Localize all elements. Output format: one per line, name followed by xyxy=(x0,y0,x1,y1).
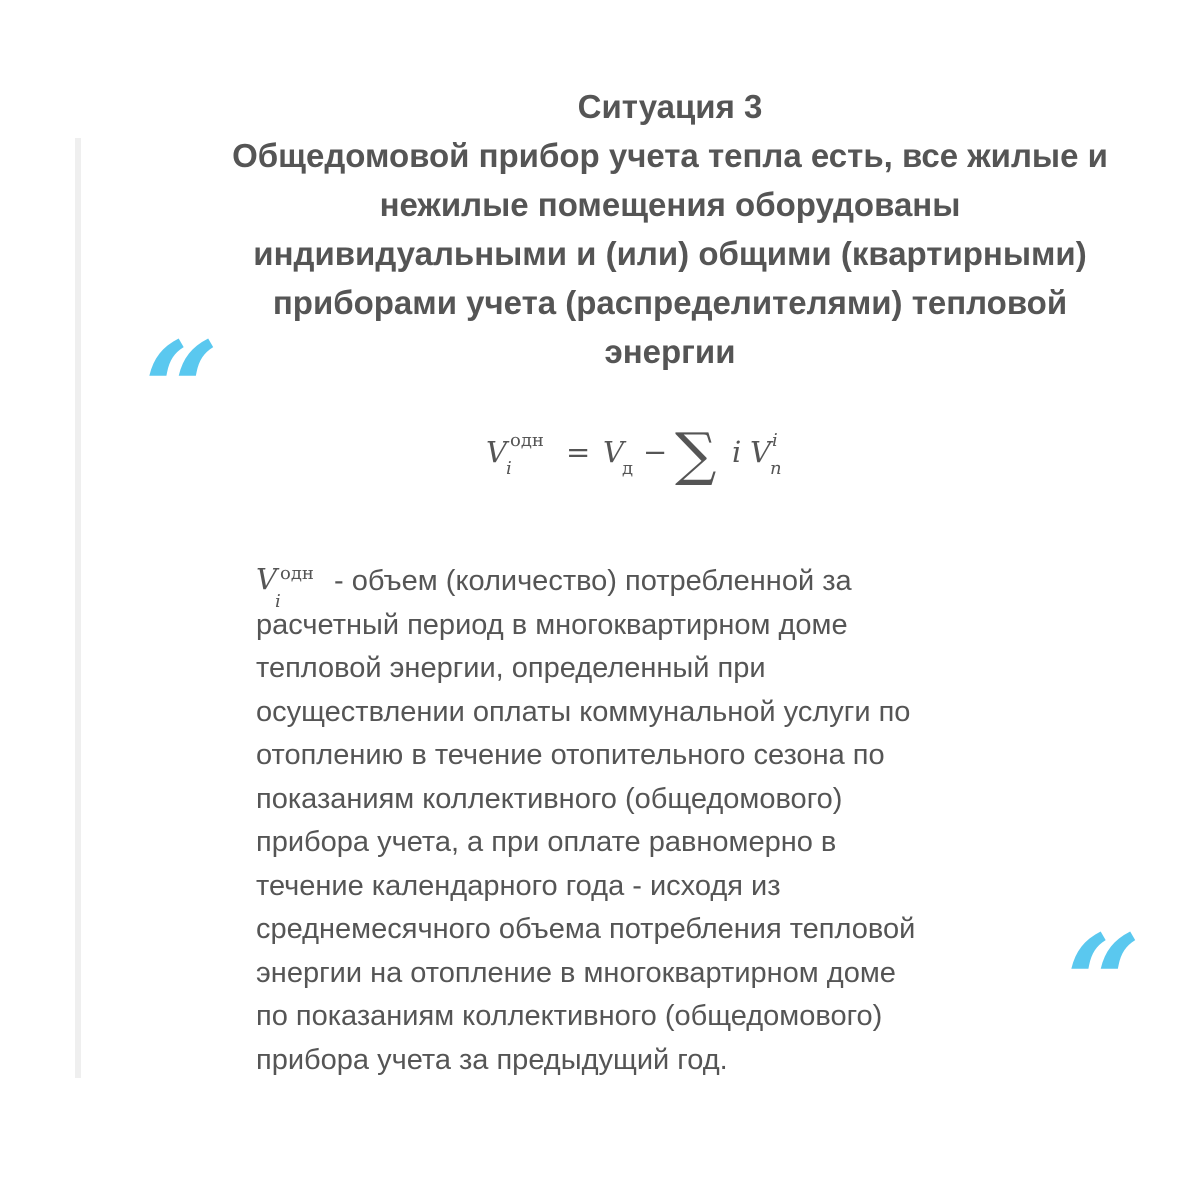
definition-line xyxy=(256,556,1056,612)
formula-equals: = xyxy=(566,435,591,469)
open-quote-icon: “ xyxy=(144,313,219,466)
heading-line: Общедомовой прибор учета тепла есть, все жилые и xyxy=(232,137,1108,174)
definition-line: по показаниям коллективного (общедомового) xyxy=(256,1000,883,1032)
definition-line: среднемесячного объема потребления тепловой xyxy=(256,913,916,945)
formula-term1-sub: д xyxy=(622,458,634,479)
definition-line: расчетный период в многоквартирном доме xyxy=(256,608,848,641)
heading-title: Ситуация 3 xyxy=(577,88,763,125)
definition-line: осуществлении оплаты коммунальной услуги по xyxy=(256,695,911,728)
definition-symbol-sub: i xyxy=(275,591,281,612)
definition-line: тепловой энергии, определенный при xyxy=(256,652,766,684)
definition-text xyxy=(256,556,1056,1082)
formula-lhs-var: V xyxy=(486,435,507,469)
formula-lhs-sub: i xyxy=(506,458,512,479)
definition-line: прибора учета, а при оплате равномерно в xyxy=(256,826,837,858)
definition-symbol-sup: одн xyxy=(280,563,314,584)
heading-block xyxy=(170,82,1170,376)
heading-line: индивидуальными и (или) общими (квартирными) xyxy=(253,235,1087,272)
formula-term1-var: V xyxy=(603,435,624,469)
formula xyxy=(470,420,800,500)
formula-term2-sub: n xyxy=(770,458,782,479)
sum-symbol-icon: ∑ xyxy=(675,420,717,488)
definition-line: энергии на отопление в многоквартирном доме xyxy=(256,956,896,989)
heading-line: нежилые помещения оборудованы xyxy=(379,186,961,223)
heading-line: энергии xyxy=(604,333,736,370)
formula-sum-index: i xyxy=(732,435,742,469)
formula-term2-sup: i xyxy=(772,430,778,451)
formula-lhs-sup: одн xyxy=(510,430,544,451)
definition-symbol-var: V xyxy=(256,562,277,596)
definition-line-text: - объем (количество) потребленной за xyxy=(326,565,852,597)
formula-term2-var: V xyxy=(750,435,771,469)
definition-line: прибора учета за предыдущий год. xyxy=(256,1043,728,1076)
definition-line: показаниям коллективного (общедомового) xyxy=(256,782,843,815)
heading-line: приборами учета (распределителями) тепловой xyxy=(272,284,1068,321)
definition-line: течение календарного года - исходя из xyxy=(256,869,781,902)
definition-line: отоплению в течение отопительного сезона по xyxy=(256,739,885,771)
close-quote-icon: “ xyxy=(1066,906,1141,1059)
formula-minus: − xyxy=(643,435,668,469)
definition-symbol xyxy=(256,556,326,612)
left-vertical-rule xyxy=(75,138,81,1078)
